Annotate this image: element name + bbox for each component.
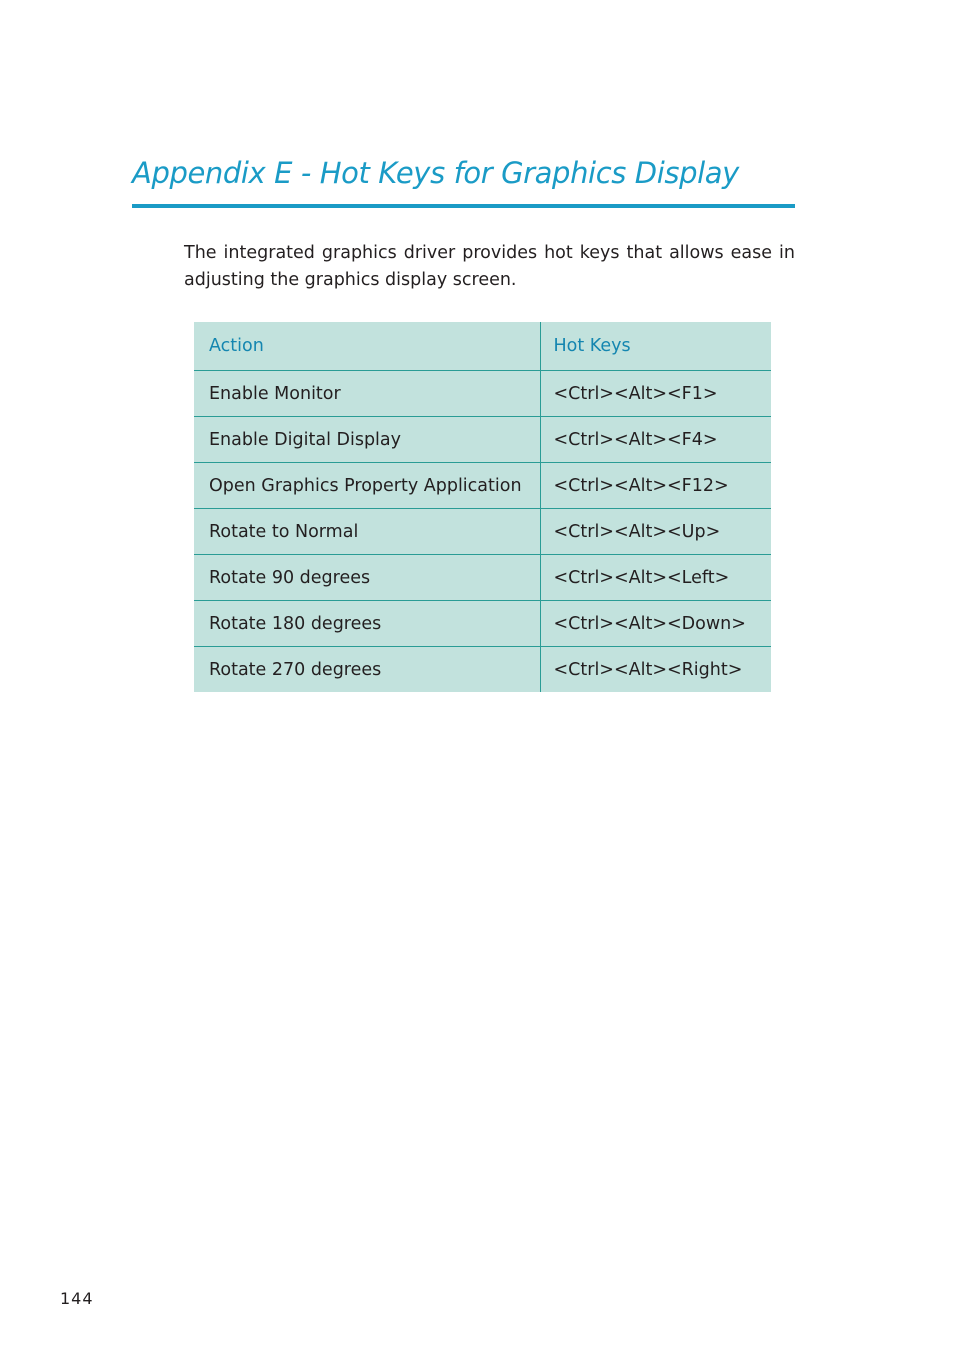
hotkey-cell: <Ctrl><Alt><F4> xyxy=(540,417,771,463)
table-row xyxy=(194,601,771,647)
action-cell: Rotate to Normal xyxy=(194,509,540,555)
table-row xyxy=(194,417,771,463)
table-row xyxy=(194,509,771,555)
table-row xyxy=(194,463,771,509)
column-header-action: Action xyxy=(194,322,540,371)
hotkey-cell: <Ctrl><Alt><Down> xyxy=(540,601,771,647)
hotkey-cell: <Ctrl><Alt><F1> xyxy=(540,371,771,417)
table-header-row xyxy=(194,322,771,371)
action-cell: Open Graphics Property Application xyxy=(194,463,540,509)
hotkey-cell: <Ctrl><Alt><F12> xyxy=(540,463,771,509)
action-cell: Enable Digital Display xyxy=(194,417,540,463)
table-row xyxy=(194,371,771,417)
hotkey-cell: <Ctrl><Alt><Left> xyxy=(540,555,771,601)
action-cell: Rotate 270 degrees xyxy=(194,647,540,693)
hotkey-cell: <Ctrl><Alt><Right> xyxy=(540,647,771,693)
hotkey-cell: <Ctrl><Alt><Up> xyxy=(540,509,771,555)
column-header-hot-keys: Hot Keys xyxy=(540,322,771,371)
page-title: Appendix E - Hot Keys for Graphics Display xyxy=(132,156,739,190)
page-number: 144 xyxy=(60,1289,94,1308)
table-row xyxy=(194,555,771,601)
hotkeys-table xyxy=(194,322,771,692)
intro-paragraph: The integrated graphics driver provides hot keys that allows ease in adjusting the graphics display screen. xyxy=(184,243,795,290)
action-cell: Rotate 90 degrees xyxy=(194,555,540,601)
action-cell: Rotate 180 degrees xyxy=(194,601,540,647)
action-cell: Enable Monitor xyxy=(194,371,540,417)
table-row xyxy=(194,647,771,693)
title-underline xyxy=(132,204,795,208)
